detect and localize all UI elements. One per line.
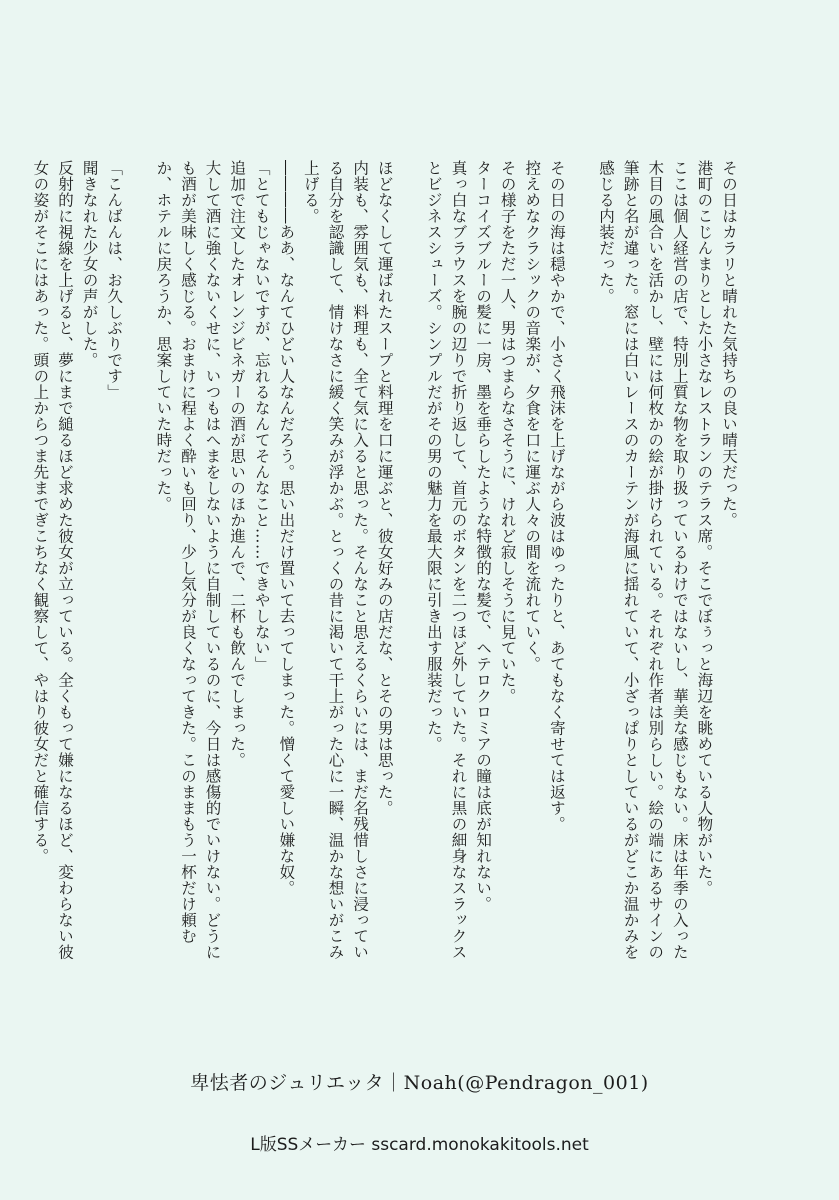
story-paragraph: 控えめなクラシックの音楽が、夕食を口に運ぶ人々の間を流れていく。: [523, 160, 542, 672]
story-paragraph: その日の海は穏やかで、小さく飛沫を上げながら波はゆったりと、あてもなく寄せては返す。: [547, 160, 566, 832]
story-paragraph: ほどなくして運ばれたスープと料理を口に運ぶと、彼女好みの店だな、とその男は思った。: [375, 160, 394, 816]
work-title: 卑怯者のジュリエッタ｜Noah(@Pendragon_001): [190, 1072, 649, 1094]
story-paragraph: 聞きなれた少女の声がした。: [80, 160, 99, 368]
story-paragraph: 「こんばんは、お久しぶりです」: [105, 160, 124, 400]
story-paragraph: 港町のこじんまりとした小さなレストランのテラス席。そこでぼぅっと海辺を眺めている人物がいた。: [695, 160, 714, 896]
story-paragraph: ターコイズブルーの髪に一房、墨を垂らしたような特徴的な髪で、ヘテロクロミアの瞳は底が知れない。: [474, 160, 493, 912]
story-paragraph: 内装も、雰囲気も、料理も、全て気に入ると思った。そんなこと思えるくらいには、まだ名残惜しさに浸っている自分を認識して、情けなさに緩く笑みが浮かぶ。とっくの昔に渇いて干上がった心に一瞬、温かな想いがこみ上げる。: [301, 160, 370, 960]
story-paragraph: 「とてもじゃないですが、忘れるなんてそんなこと……できやしない」: [252, 160, 271, 672]
maker-credit: L版SSメーカー sscard.monokakitools.net: [250, 1135, 589, 1155]
story-paragraph: 真っ白なブラウスを腕の辺りで折り返して、首元のボタンを二つほど外していた。それに黒の細身なスラックスとビジネスシューズ。シンプルだがその男の魅力を最大限に引き出す服装だった。: [424, 160, 468, 960]
story-text: [31, 160, 741, 960]
story-paragraph: ――――ああ、なんてひどい人なんだろう。思い出だけ置いて去ってしまった。憎くて愛しい嫌な奴。: [277, 160, 296, 896]
story-paragraph: 大して酒に強くないくせに、いつもはへまをしないように自制しているのに、今日は感傷的でいけない。どうにも酒が美味しく感じる。おまけに程よく酔いも回り、少し気分が良くなってきた。このままもう一杯だけ頼むか、ホテルに戻ろうか、思案していた時だった。: [154, 160, 222, 960]
story-paragraph: 反射的に視線を上げると、夢にまで縋るほど求めた彼女が立っている。全くもって嫌になるほど、変わらない彼女の姿がそこにはあった。頭の上からつま先までぎこちなく観察して、やはり彼女だと確信する。: [31, 160, 74, 960]
story-paragraph: その様子をただ一人、男はつまらなさそうに、けれど寂しそうに見ていた。: [498, 160, 517, 704]
story-paragraph: ここは個人経営の店で、特別上質な物を取り扱っているわけではないし、華美な感じもない。床は年季の入った木目の風合いを活かし、壁には何枚かの絵が掛けられている。それぞれ作者は別らしい。絵の端にあるサインの筆跡と名が違った。窓には白いレースのカーテンが海風に揺れていて、小ざっぱりとしているがどこか温かみを感じる内装だった。: [597, 160, 689, 960]
story-paragraph: 追加で注文したオレンジビネガーの酒が思いのほか進んで、二杯も飲んでしまった。: [228, 160, 247, 768]
story-paragraph: その日はカラリと晴れた気持ちの良い晴天だった。: [720, 160, 738, 528]
